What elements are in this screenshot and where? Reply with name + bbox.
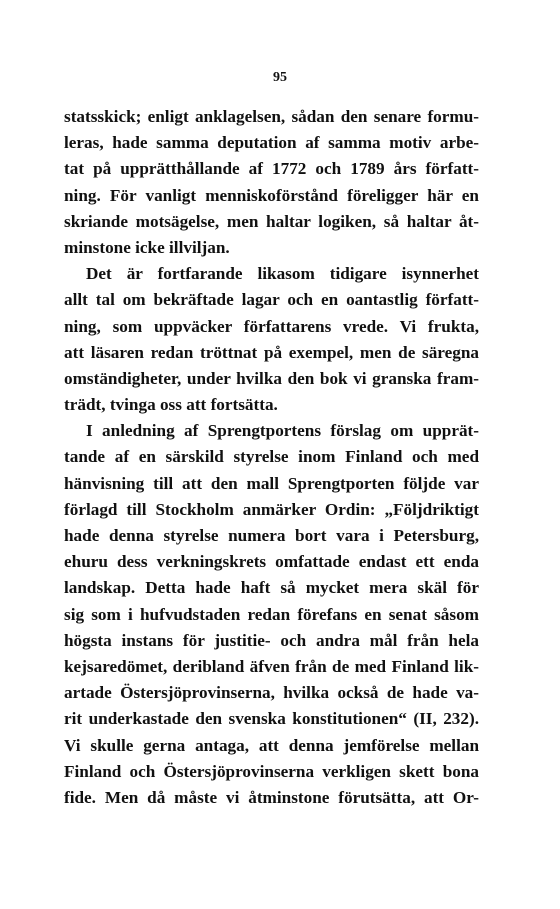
text-line: rit underkastade den svenska konstitutionen“ (II, 232). <box>64 709 479 729</box>
text-line: omständigheter, under hvilka den bok vi granska fram- <box>64 368 479 388</box>
text-line: förlagd till Stockholm anmärker Ordin: „Följdriktigt <box>64 499 479 519</box>
text-line: artade Östersjöprovinserna, hvilka också de hade va- <box>64 683 479 703</box>
text-line: Det är fortfarande likasom tidigare isynnerhet <box>86 264 479 284</box>
text-line: sig som i hufvudstaden redan förefans en senat såsom <box>64 604 479 624</box>
page-number: 95 <box>273 70 287 85</box>
text-line: högsta instans för justitie- och andra mål från hela <box>64 630 479 650</box>
text-line: ehuru dess verkningskrets omfattade endast ett enda <box>64 552 479 572</box>
body-text <box>64 104 479 811</box>
text-line: I anledning af Sprengtportens förslag om upprät- <box>86 421 479 441</box>
text-line: minstone icke illviljan. <box>64 237 230 257</box>
text-line: Vi skulle gerna antaga, att denna jemförelse mellan <box>64 735 479 755</box>
text-line: att läsaren redan tröttnat på exempel, men de säregna <box>64 342 479 362</box>
text-line: ning. För vanligt menniskoförstånd föreligger här en <box>64 185 479 205</box>
text-line: statsskick; enligt anklagelsen, sådan den senare formu- <box>64 107 479 126</box>
text-line: kejsaredömet, deribland äfven från de med Finland lik- <box>64 656 479 676</box>
text-line: fide. Men då måste vi åtminstone förutsätta, att Or- <box>64 787 479 807</box>
text-line: landskap. Detta hade haft så mycket mera skäl för <box>64 578 479 598</box>
text-line: allt tal om bekräftade lagar och en oantastlig författ- <box>64 290 479 310</box>
text-line: hade denna styrelse numera bort vara i Petersburg, <box>64 526 479 545</box>
text-line: Finland och Östersjöprovinserna verkligen skett bona <box>64 761 479 781</box>
text-line: ning, som uppväcker författarens vrede. Vi frukta, <box>64 316 479 336</box>
text-line: tande af en särskild styrelse inom Finland och med <box>64 447 479 467</box>
text-line: trädt, tvinga oss att fortsätta. <box>64 395 278 415</box>
text-line: tat på upprätthållande af 1772 och 1789 års författ- <box>64 159 479 179</box>
text-line: hänvisning till att den mall Sprengtporten följde var <box>64 473 479 493</box>
text-line: leras, hade samma deputation af samma motiv arbe- <box>64 133 479 153</box>
text-line: skriande motsägelse, men haltar logiken, så haltar åt- <box>64 211 479 231</box>
